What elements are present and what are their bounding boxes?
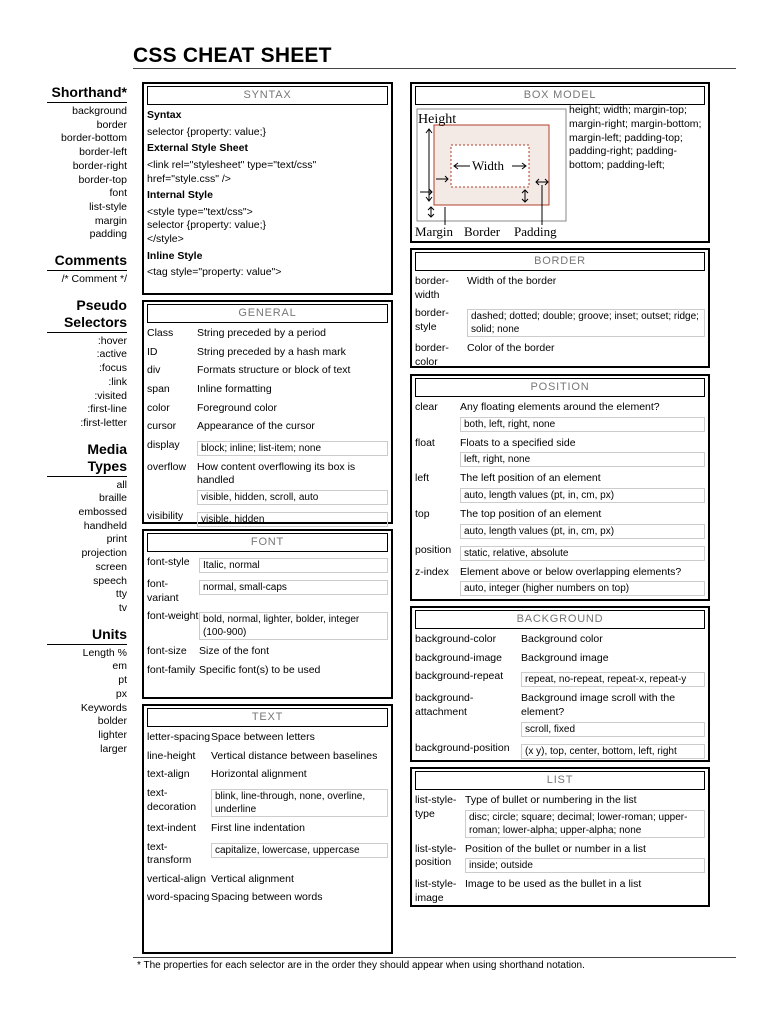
property-cell bbox=[521, 692, 705, 736]
position-rows bbox=[415, 401, 705, 596]
property-name: cursor bbox=[147, 420, 177, 433]
property-values: normal, small-caps bbox=[199, 580, 388, 595]
pseudo-item: :focus bbox=[98, 362, 127, 375]
property-description: Background image bbox=[521, 651, 609, 664]
pseudo-item: :active bbox=[96, 348, 127, 361]
property-values: visible, hidden, scroll, auto bbox=[197, 490, 388, 505]
position-row bbox=[415, 472, 705, 503]
general-row bbox=[147, 346, 388, 360]
list-title: LIST bbox=[415, 771, 705, 790]
property-description: Width of the border bbox=[467, 275, 557, 287]
media-heading-line2: Types bbox=[87, 457, 127, 474]
property-cell bbox=[199, 578, 388, 605]
shorthand-item: margin bbox=[94, 214, 127, 227]
font-row bbox=[147, 610, 388, 640]
property-name: background-position bbox=[415, 741, 510, 754]
property-description: The left position of an element bbox=[460, 472, 601, 485]
property-values: both, left, right, none bbox=[460, 417, 705, 432]
media-heading bbox=[47, 441, 127, 477]
property-cell bbox=[197, 327, 388, 341]
property-name: list-style-position bbox=[415, 842, 457, 869]
property-name: span bbox=[147, 382, 170, 395]
media-item: embossed bbox=[78, 506, 127, 519]
property-name: text-indent bbox=[147, 821, 197, 834]
units-item: bolder bbox=[97, 715, 127, 728]
property-values: (x y), top, center, bottom, left, right bbox=[521, 744, 705, 759]
property-name: font-style bbox=[147, 556, 190, 568]
font-title: FONT bbox=[147, 533, 388, 552]
property-name: list-style-image bbox=[415, 878, 457, 904]
property-values: blink, line-through, none, overline, underline bbox=[211, 789, 388, 817]
pseudo-item: :first-line bbox=[87, 403, 127, 416]
box-model-title: BOX MODEL bbox=[415, 86, 705, 105]
general-row bbox=[147, 439, 388, 456]
property-description: Element above or below overlapping elements? bbox=[460, 565, 682, 578]
property-cell bbox=[199, 610, 388, 640]
margin-label: Margin bbox=[415, 224, 454, 239]
property-cell bbox=[460, 508, 705, 539]
property-description: Any floating elements around the element? bbox=[460, 401, 660, 413]
property-cell bbox=[197, 402, 388, 416]
background-title: BACKGROUND bbox=[415, 610, 705, 629]
font-section bbox=[142, 529, 393, 699]
syntax-heading: Syntax bbox=[147, 109, 182, 121]
pseudo-heading bbox=[47, 297, 127, 333]
property-cell bbox=[197, 461, 388, 505]
position-row bbox=[415, 544, 705, 561]
comments-item: /* Comment */ bbox=[61, 273, 127, 286]
border-row bbox=[415, 275, 705, 302]
pseudo-item: :link bbox=[108, 375, 127, 388]
background-row bbox=[415, 652, 705, 666]
property-cell bbox=[521, 670, 705, 687]
property-description: String preceded by a period bbox=[197, 327, 326, 339]
inline-heading: Inline Style bbox=[147, 249, 203, 262]
property-values: repeat, no-repeat, repeat-x, repeat-y bbox=[521, 672, 705, 687]
units-item: Length % bbox=[82, 646, 127, 659]
comments-heading: Comments bbox=[47, 252, 127, 271]
property-name: Class bbox=[147, 327, 174, 339]
box-model-description: height; width; margin-top; margin-right; margin-bottom; margin-left; padding-top; padding-right; padding-bottom; padding-left; bbox=[569, 104, 702, 172]
font-row bbox=[147, 578, 388, 605]
shorthand-item: border bbox=[96, 118, 127, 131]
pseudo-heading-line1: Pseudo bbox=[76, 296, 127, 313]
shorthand-item: list-style bbox=[89, 200, 127, 213]
media-item: handheld bbox=[83, 519, 127, 532]
media-item: all bbox=[116, 478, 127, 491]
property-name: word-spacing bbox=[147, 891, 210, 904]
property-values: auto, length values (pt, in, cm, px) bbox=[460, 488, 705, 503]
internal-line-3: </style> bbox=[147, 233, 184, 246]
property-cell bbox=[197, 510, 388, 527]
property-name: text-align bbox=[147, 768, 190, 781]
property-values: auto, length values (pt, in, cm, px) bbox=[460, 524, 705, 539]
property-name: border-color bbox=[415, 342, 449, 368]
position-row bbox=[415, 566, 705, 597]
media-item-list bbox=[47, 479, 127, 616]
general-row bbox=[147, 461, 388, 505]
text-row bbox=[147, 787, 388, 817]
property-name: font-family bbox=[147, 663, 196, 676]
property-values: inside; outside bbox=[465, 858, 705, 873]
property-description: Vertical alignment bbox=[211, 872, 294, 885]
internal-line-2: selector {property: value;} bbox=[147, 219, 267, 232]
units-item: Keywords bbox=[80, 701, 127, 714]
property-description: Background color bbox=[521, 633, 603, 645]
property-description: Appearance of the cursor bbox=[197, 420, 315, 433]
shorthand-item: border-top bbox=[78, 173, 127, 186]
property-cell bbox=[197, 420, 388, 434]
property-cell bbox=[467, 342, 705, 369]
property-cell bbox=[521, 652, 705, 666]
list-row bbox=[415, 878, 705, 905]
property-name: background-attachment bbox=[415, 692, 474, 718]
background-row bbox=[415, 670, 705, 687]
comments-section bbox=[47, 252, 127, 287]
general-section bbox=[142, 300, 393, 524]
general-row bbox=[147, 402, 388, 416]
general-row bbox=[147, 510, 388, 527]
property-description: The top position of an element bbox=[460, 507, 602, 520]
property-description: Floats to a specified side bbox=[460, 436, 576, 449]
font-row bbox=[147, 664, 388, 678]
property-cell bbox=[211, 768, 388, 782]
property-values: disc; circle; square; decimal; lower-roman; upper-roman; lower-alpha; upper-alpha; none bbox=[465, 810, 705, 838]
property-cell bbox=[211, 891, 388, 905]
property-name: letter-spacing bbox=[147, 731, 211, 743]
property-cell bbox=[467, 275, 705, 302]
property-name: top bbox=[415, 507, 430, 520]
border-row bbox=[415, 342, 705, 369]
position-row bbox=[415, 508, 705, 539]
general-title: GENERAL bbox=[147, 304, 388, 323]
property-description: Specific font(s) to be used bbox=[199, 663, 321, 676]
property-description: String preceded by a hash mark bbox=[197, 345, 346, 358]
shorthand-item: border-right bbox=[72, 159, 127, 172]
list-section bbox=[410, 767, 710, 907]
property-cell bbox=[521, 633, 705, 647]
property-values: scroll, fixed bbox=[521, 722, 705, 737]
property-name: vertical-align bbox=[147, 872, 206, 885]
external-line-2: href="style.css" /> bbox=[147, 172, 231, 185]
general-row bbox=[147, 420, 388, 434]
property-description: Horizontal alignment bbox=[211, 768, 307, 781]
general-row bbox=[147, 364, 388, 378]
shorthand-item: background bbox=[72, 105, 127, 117]
title-rule bbox=[133, 68, 736, 69]
internal-line-1: <style type="text/css"> bbox=[147, 205, 253, 218]
units-item: em bbox=[112, 660, 127, 673]
footnote: * The properties for each selector are in the order they should appear when using shorthand notation. bbox=[137, 960, 585, 971]
property-cell bbox=[465, 794, 705, 838]
comments-item-list bbox=[47, 273, 127, 287]
pseudo-item: :first-letter bbox=[80, 416, 127, 429]
box-model-diagram bbox=[415, 107, 569, 241]
property-cell bbox=[197, 346, 388, 360]
list-row bbox=[415, 794, 705, 838]
property-description: Spacing between words bbox=[211, 891, 323, 904]
padding-label: Padding bbox=[514, 224, 557, 239]
text-row bbox=[147, 841, 388, 868]
shorthand-heading: Shorthand* bbox=[47, 84, 127, 103]
media-item: projection bbox=[81, 547, 127, 560]
syntax-title: SYNTAX bbox=[147, 86, 388, 105]
media-item: print bbox=[106, 533, 127, 546]
units-item: lighter bbox=[98, 728, 127, 741]
property-description: Size of the font bbox=[199, 645, 270, 658]
property-cell bbox=[211, 873, 388, 887]
text-row bbox=[147, 731, 388, 745]
units-section bbox=[47, 626, 127, 757]
shorthand-item-list bbox=[47, 105, 127, 242]
footer-rule bbox=[133, 957, 736, 958]
media-section bbox=[47, 441, 127, 616]
property-description: Foreground color bbox=[197, 401, 277, 414]
property-name: list-style-type bbox=[415, 794, 457, 820]
property-name: background-repeat bbox=[415, 670, 504, 683]
property-cell bbox=[211, 822, 388, 836]
text-row bbox=[147, 873, 388, 887]
border-title: BORDER bbox=[415, 252, 705, 271]
property-name: line-height bbox=[147, 749, 196, 762]
font-rows bbox=[147, 556, 388, 678]
property-cell bbox=[465, 843, 705, 874]
inline-line: <tag style="property: value"> bbox=[147, 266, 282, 279]
text-row bbox=[147, 891, 388, 905]
border-section bbox=[410, 248, 710, 368]
text-rows bbox=[147, 731, 388, 905]
property-name: background-image bbox=[415, 651, 502, 664]
property-cell bbox=[199, 664, 388, 678]
property-values: bold, normal, lighter, bolder, integer (100-900) bbox=[199, 612, 388, 640]
property-values: auto, integer (higher numbers on top) bbox=[460, 581, 705, 596]
property-description: How content overflowing its box is handled bbox=[197, 460, 356, 487]
media-heading-line1: Media bbox=[87, 440, 127, 457]
shorthand-item: border-bottom bbox=[61, 132, 127, 145]
property-values: capitalize, lowercase, uppercase bbox=[211, 843, 388, 858]
property-cell bbox=[460, 472, 705, 503]
property-name: float bbox=[415, 436, 435, 449]
border-label: Border bbox=[464, 224, 501, 239]
property-cell bbox=[211, 731, 388, 745]
property-values: visible, hidden bbox=[197, 512, 388, 527]
pseudo-section bbox=[47, 297, 127, 431]
background-row bbox=[415, 692, 705, 736]
property-cell bbox=[211, 750, 388, 764]
property-name: visibility bbox=[147, 510, 184, 523]
property-name: ID bbox=[147, 345, 158, 358]
general-rows bbox=[147, 327, 388, 527]
position-row bbox=[415, 437, 705, 468]
property-name: border-style bbox=[415, 307, 449, 333]
position-title: POSITION bbox=[415, 378, 705, 397]
property-description: Vertical distance between baselines bbox=[211, 749, 378, 762]
internal-heading: Internal Style bbox=[147, 189, 213, 202]
font-row bbox=[147, 645, 388, 659]
text-row bbox=[147, 822, 388, 836]
position-section bbox=[410, 374, 710, 601]
property-values: dashed; dotted; double; groove; inset; outset; ridge; solid; none bbox=[467, 309, 705, 337]
property-name: clear bbox=[415, 401, 438, 413]
property-description: Position of the bullet or number in a list bbox=[465, 842, 646, 855]
property-cell bbox=[521, 742, 705, 759]
text-section bbox=[142, 704, 393, 954]
property-name: display bbox=[147, 438, 180, 451]
property-name: text-transform bbox=[147, 840, 192, 867]
height-label: Height bbox=[418, 112, 457, 127]
media-item: screen bbox=[95, 560, 127, 573]
background-row bbox=[415, 633, 705, 647]
property-values: static, relative, absolute bbox=[460, 546, 705, 561]
property-cell bbox=[197, 364, 388, 378]
syntax-section bbox=[142, 82, 393, 295]
units-item: pt bbox=[118, 674, 127, 687]
position-row bbox=[415, 401, 705, 432]
units-item: larger bbox=[100, 742, 127, 755]
property-cell bbox=[211, 841, 388, 868]
external-line-1: <link rel="stylesheet" type="text/css" bbox=[147, 158, 317, 171]
property-name: position bbox=[415, 543, 452, 556]
property-description: Background image scroll with the element? bbox=[521, 692, 676, 718]
property-description: Inline formatting bbox=[197, 382, 272, 395]
pseudo-item: :visited bbox=[94, 389, 127, 402]
property-cell bbox=[460, 544, 705, 561]
property-name: z-index bbox=[415, 565, 449, 578]
shorthand-section bbox=[47, 84, 127, 242]
media-item: tv bbox=[118, 601, 127, 614]
list-rows bbox=[415, 794, 705, 906]
property-cell bbox=[199, 556, 388, 573]
text-row bbox=[147, 768, 388, 782]
text-row bbox=[147, 750, 388, 764]
property-name: background-color bbox=[415, 633, 497, 645]
font-row bbox=[147, 556, 388, 573]
border-row bbox=[415, 307, 705, 337]
property-values: Italic, normal bbox=[199, 558, 388, 573]
pseudo-item: :hover bbox=[97, 334, 127, 347]
property-description: Type of bullet or numbering in the list bbox=[465, 794, 637, 806]
media-item: tty bbox=[115, 588, 127, 601]
property-cell bbox=[199, 645, 388, 659]
shorthand-item: font bbox=[109, 187, 127, 200]
property-values: block; inline; list-item; none bbox=[197, 441, 388, 456]
property-cell bbox=[460, 566, 705, 597]
background-rows bbox=[415, 633, 705, 759]
media-item: speech bbox=[93, 574, 127, 587]
units-item-list bbox=[47, 647, 127, 757]
property-cell bbox=[197, 439, 388, 456]
property-values: left, right, none bbox=[460, 452, 705, 467]
external-heading: External Style Sheet bbox=[147, 142, 248, 155]
property-name: left bbox=[415, 472, 430, 485]
shorthand-item: padding bbox=[89, 228, 127, 241]
background-section bbox=[410, 606, 710, 762]
property-name: font-size bbox=[147, 645, 187, 658]
property-name: color bbox=[147, 401, 170, 414]
list-row bbox=[415, 843, 705, 874]
syntax-line: selector {property: value;} bbox=[147, 125, 267, 138]
width-label: Width bbox=[472, 158, 504, 173]
property-cell bbox=[197, 383, 388, 397]
border-rows bbox=[415, 275, 705, 370]
property-name: font-variant bbox=[147, 578, 179, 604]
pseudo-item-list bbox=[47, 335, 127, 431]
property-name: div bbox=[147, 364, 161, 377]
property-cell bbox=[460, 401, 705, 432]
page-title: CSS CHEAT SHEET bbox=[133, 44, 332, 67]
box-model-section bbox=[410, 82, 710, 243]
property-cell bbox=[465, 878, 705, 905]
property-name: border-width bbox=[415, 275, 449, 301]
property-description: Color of the border bbox=[467, 342, 555, 355]
property-cell bbox=[467, 307, 705, 337]
shorthand-item: border-left bbox=[79, 146, 127, 159]
units-item: px bbox=[115, 687, 127, 700]
property-description: Formats structure or block of text bbox=[197, 364, 351, 377]
property-name: text-decoration bbox=[147, 786, 197, 813]
text-title: TEXT bbox=[147, 708, 388, 727]
property-cell bbox=[460, 437, 705, 468]
property-name: font-weight bbox=[147, 610, 199, 623]
units-heading: Units bbox=[47, 626, 127, 645]
property-description: First line indentation bbox=[211, 821, 305, 834]
general-row bbox=[147, 327, 388, 341]
property-cell bbox=[211, 787, 388, 817]
property-description: Image to be used as the bullet in a list bbox=[465, 878, 642, 891]
background-row bbox=[415, 742, 705, 759]
left-column bbox=[47, 84, 127, 766]
general-row bbox=[147, 383, 388, 397]
media-item: braille bbox=[98, 492, 127, 505]
property-name: overflow bbox=[147, 460, 187, 473]
property-description: Space between letters bbox=[211, 731, 315, 743]
pseudo-heading-line2: Selectors bbox=[63, 313, 127, 330]
